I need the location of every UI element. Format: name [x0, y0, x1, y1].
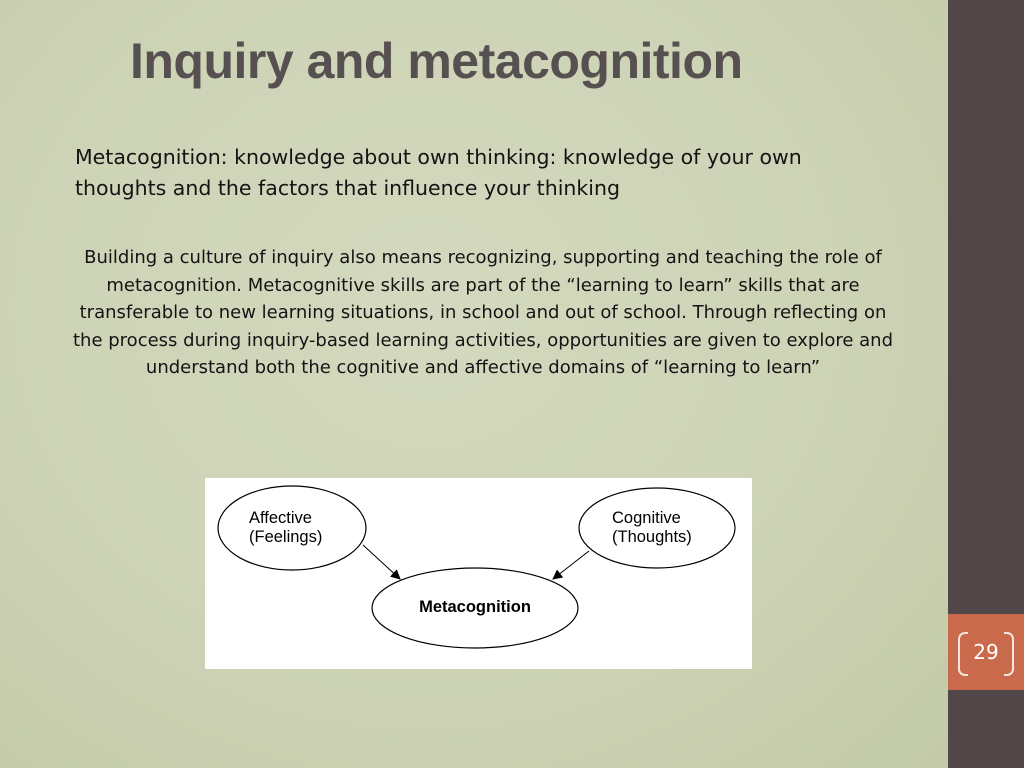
metacognition-node [372, 568, 578, 648]
affective-label: Affective [249, 509, 312, 527]
affective-node [218, 486, 366, 570]
cognitive-label: Cognitive [612, 509, 681, 527]
affective-arrow [363, 545, 400, 579]
definition-text: Metacognition: knowledge about own thinking: knowledge of your own thoughts and the factors that influence your thinking [75, 145, 802, 200]
cognitive-arrow [553, 551, 589, 579]
metacognition-label: Metacognition [419, 598, 531, 616]
body-paragraph: Building a culture of inquiry also means recognizing, supporting and teaching the role of metacognition. Metacognitive skills are part of the “learning to learn” skills that are transferable to new learning situations, in school and out of school. Through reflecting on the process during inquiry-based learning activities, opportunities are given to explore and understand both the cognitive and affective domains of “learning to learn” [72, 247, 894, 378]
right-bracket-icon [1004, 632, 1014, 676]
slide-title: Inquiry and metacognition [130, 33, 743, 89]
page-number: 29 [973, 640, 999, 664]
page-number-tab [948, 614, 1024, 690]
metacognition-diagram [205, 478, 752, 669]
cognitive-sublabel: (Thoughts) [612, 528, 692, 546]
cognitive-node [579, 488, 735, 568]
affective-sublabel: (Feelings) [249, 528, 323, 546]
